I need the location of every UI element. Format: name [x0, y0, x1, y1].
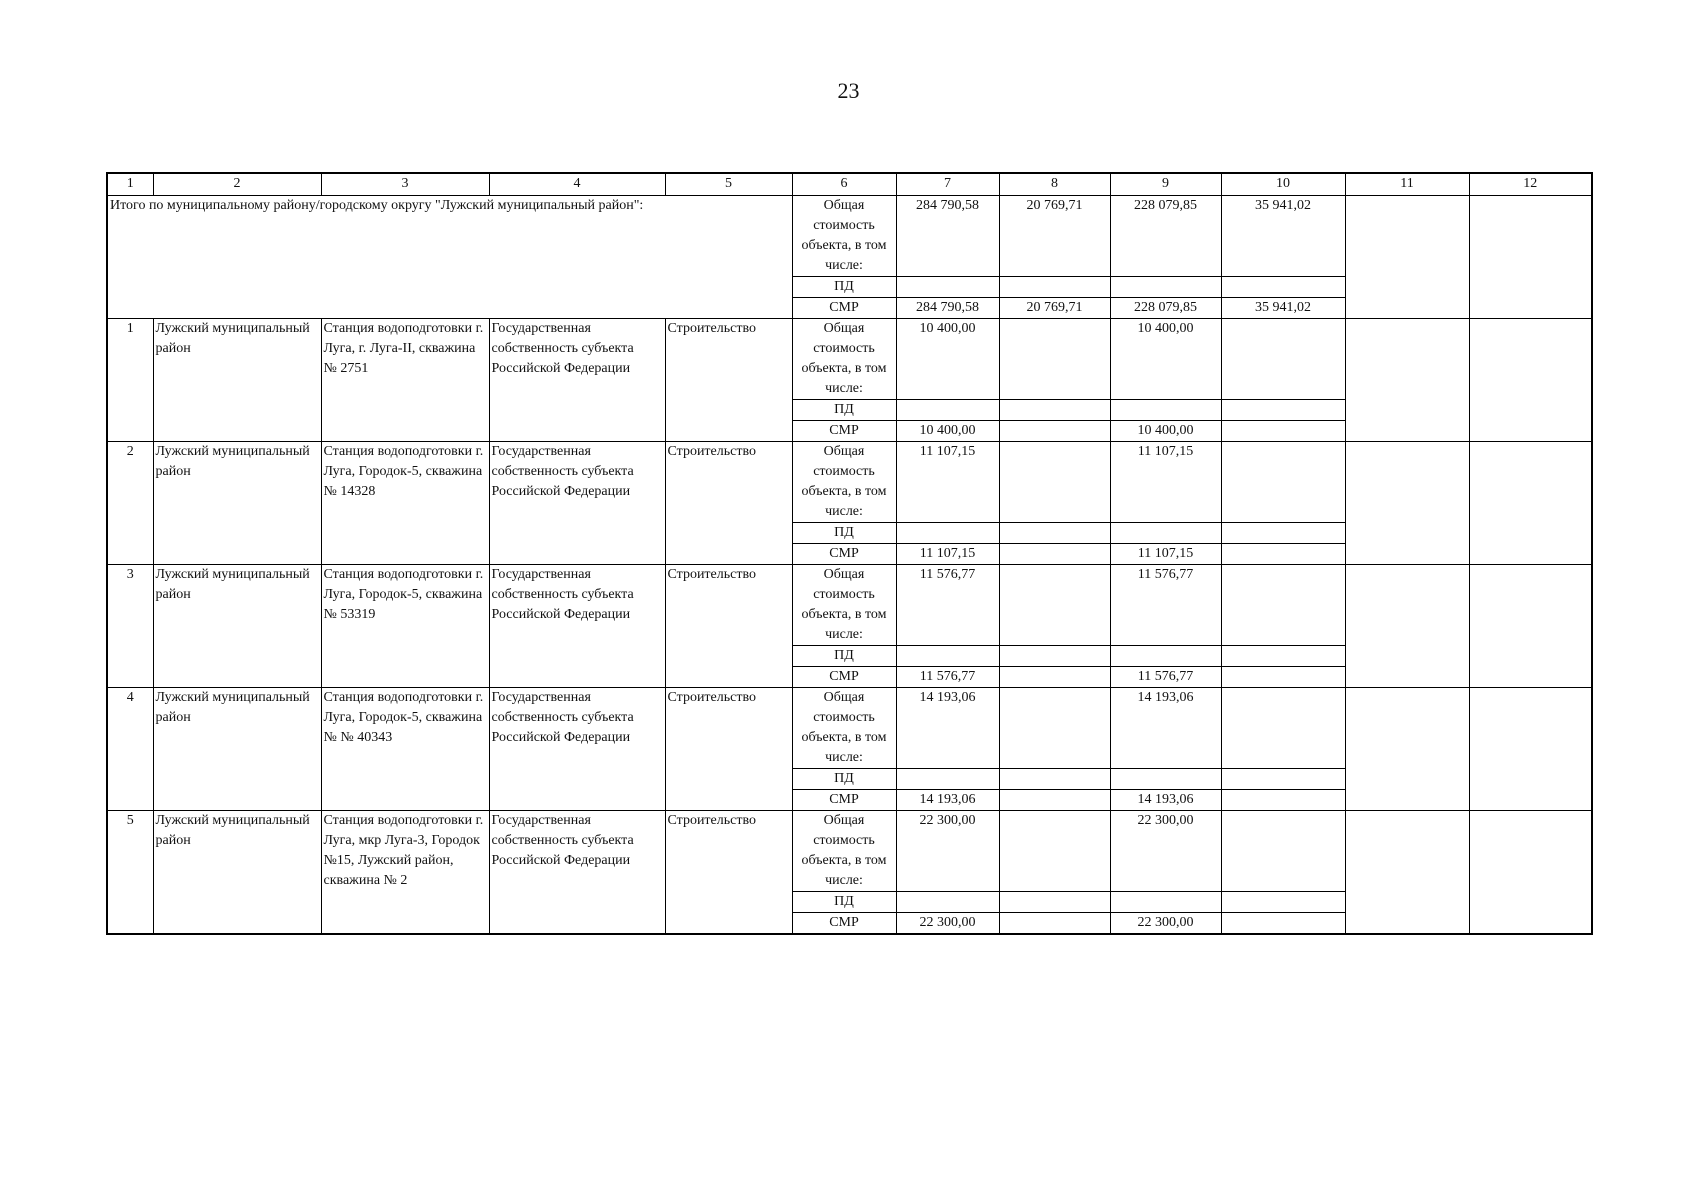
- cell-col11: [1345, 442, 1469, 565]
- cell-col10: [1221, 688, 1345, 769]
- object-row-general: [107, 688, 1592, 769]
- cell-col9: [1110, 769, 1221, 790]
- cost-type-total: Общая стоимость объекта, в том числе:: [792, 196, 896, 277]
- column-number-row: [107, 173, 1592, 196]
- work-type: Строительство: [665, 319, 792, 442]
- cell-col8: [999, 442, 1110, 523]
- cell-col9: [1110, 646, 1221, 667]
- row-number: 5: [107, 811, 153, 935]
- district-name: Лужский муниципальный район: [153, 442, 321, 565]
- cell-col8: [999, 544, 1110, 565]
- cell-col9: 228 079,85: [1110, 196, 1221, 277]
- work-type: Строительство: [665, 688, 792, 811]
- cell-col8: [999, 790, 1110, 811]
- col-number: 1: [107, 173, 153, 196]
- cell-col10: [1221, 646, 1345, 667]
- cell-col8: [999, 319, 1110, 400]
- cell-col9: 11 107,15: [1110, 442, 1221, 523]
- cell-col7: 22 300,00: [896, 811, 999, 892]
- ownership-form: Государственная собственность субъекта Российской Федерации: [489, 565, 665, 688]
- cost-type-pd: ПД: [792, 892, 896, 913]
- ownership-form: Государственная собственность субъекта Российской Федерации: [489, 811, 665, 935]
- ownership-form: Государственная собственность субъекта Российской Федерации: [489, 319, 665, 442]
- page-number: 23: [837, 78, 860, 103]
- cell-col7: 284 790,58: [896, 196, 999, 277]
- cell-col10: [1221, 565, 1345, 646]
- cell-col8: [999, 667, 1110, 688]
- col-number: 10: [1221, 173, 1345, 196]
- col-number: 6: [792, 173, 896, 196]
- cell-col12: [1469, 196, 1592, 319]
- cost-type-smr: СМР: [792, 544, 896, 565]
- cell-col7: 11 107,15: [896, 544, 999, 565]
- cell-col11: [1345, 319, 1469, 442]
- cell-col9: 11 107,15: [1110, 544, 1221, 565]
- cell-col12: [1469, 319, 1592, 442]
- cost-type-total: Общая стоимость объекта, в том числе:: [792, 319, 896, 400]
- cell-col10: [1221, 769, 1345, 790]
- cell-col7: 10 400,00: [896, 421, 999, 442]
- cell-col8: [999, 277, 1110, 298]
- ownership-form: Государственная собственность субъекта Российской Федерации: [489, 688, 665, 811]
- cell-col10: [1221, 400, 1345, 421]
- cell-col8: [999, 421, 1110, 442]
- cell-col9: [1110, 892, 1221, 913]
- cell-col7: [896, 892, 999, 913]
- cell-col9: 22 300,00: [1110, 811, 1221, 892]
- cell-col8: [999, 688, 1110, 769]
- cell-col10: [1221, 319, 1345, 400]
- cell-col8: [999, 769, 1110, 790]
- cost-type-smr: СМР: [792, 298, 896, 319]
- cell-col9: [1110, 523, 1221, 544]
- cell-col7: [896, 523, 999, 544]
- cell-col10: [1221, 892, 1345, 913]
- col-number: 3: [321, 173, 489, 196]
- col-number: 4: [489, 173, 665, 196]
- cell-col8: 20 769,71: [999, 196, 1110, 277]
- cell-col10: 35 941,02: [1221, 196, 1345, 277]
- col-number: 8: [999, 173, 1110, 196]
- cell-col9: 228 079,85: [1110, 298, 1221, 319]
- ownership-form: Государственная собственность субъекта Российской Федерации: [489, 442, 665, 565]
- cell-col9: 10 400,00: [1110, 319, 1221, 400]
- work-type: Строительство: [665, 442, 792, 565]
- cell-col7: 11 107,15: [896, 442, 999, 523]
- cell-col12: [1469, 442, 1592, 565]
- cell-col10: [1221, 421, 1345, 442]
- cost-type-smr: СМР: [792, 667, 896, 688]
- object-name: Станция водоподготовки г. Луга, г. Луга-II, скважина № 2751: [321, 319, 489, 442]
- cell-col7: [896, 646, 999, 667]
- cost-type-smr: СМР: [792, 913, 896, 935]
- cost-type-total: Общая стоимость объекта, в том числе:: [792, 811, 896, 892]
- col-number: 9: [1110, 173, 1221, 196]
- cell-col7: 22 300,00: [896, 913, 999, 935]
- cost-type-total: Общая стоимость объекта, в том числе:: [792, 565, 896, 646]
- cell-col10: [1221, 442, 1345, 523]
- cell-col8: [999, 913, 1110, 935]
- cell-col8: [999, 565, 1110, 646]
- district-name: Лужский муниципальный район: [153, 688, 321, 811]
- cost-type-smr: СМР: [792, 421, 896, 442]
- cell-col11: [1345, 565, 1469, 688]
- cell-col9: 22 300,00: [1110, 913, 1221, 935]
- cell-col7: 284 790,58: [896, 298, 999, 319]
- col-number: 7: [896, 173, 999, 196]
- cost-type-pd: ПД: [792, 646, 896, 667]
- cost-type-pd: ПД: [792, 277, 896, 298]
- cell-col7: [896, 400, 999, 421]
- object-row-general: [107, 811, 1592, 892]
- cell-col7: 11 576,77: [896, 565, 999, 646]
- cell-col11: [1345, 688, 1469, 811]
- work-type: Строительство: [665, 811, 792, 935]
- investment-table: [106, 172, 1593, 935]
- cell-col7: 11 576,77: [896, 667, 999, 688]
- cell-col7: 14 193,06: [896, 688, 999, 769]
- col-number: 2: [153, 173, 321, 196]
- cell-col10: 35 941,02: [1221, 298, 1345, 319]
- cell-col8: [999, 892, 1110, 913]
- cell-col7: [896, 277, 999, 298]
- row-number: 1: [107, 319, 153, 442]
- cost-type-pd: ПД: [792, 400, 896, 421]
- object-row-general: [107, 319, 1592, 400]
- cell-col10: [1221, 790, 1345, 811]
- row-number: 4: [107, 688, 153, 811]
- district-name: Лужский муниципальный район: [153, 565, 321, 688]
- cell-col10: [1221, 913, 1345, 935]
- row-number: 3: [107, 565, 153, 688]
- cell-col10: [1221, 667, 1345, 688]
- cell-col9: 14 193,06: [1110, 790, 1221, 811]
- object-row-general: [107, 442, 1592, 523]
- work-type: Строительство: [665, 565, 792, 688]
- object-row-general: [107, 565, 1592, 646]
- cell-col11: [1345, 811, 1469, 935]
- cell-col9: [1110, 400, 1221, 421]
- cell-col9: 14 193,06: [1110, 688, 1221, 769]
- cell-col10: [1221, 523, 1345, 544]
- col-number: 12: [1469, 173, 1592, 196]
- cell-col8: [999, 523, 1110, 544]
- object-name: Станция водоподготовки г. Луга, Городок-5, скважина № 53319: [321, 565, 489, 688]
- cell-col12: [1469, 688, 1592, 811]
- total-label: Итого по муниципальному району/городскому округу "Лужский муниципальный район":: [107, 196, 792, 319]
- cell-col8: [999, 400, 1110, 421]
- district-name: Лужский муниципальный район: [153, 319, 321, 442]
- cell-col7: 14 193,06: [896, 790, 999, 811]
- col-number: 5: [665, 173, 792, 196]
- cell-col9: 11 576,77: [1110, 667, 1221, 688]
- object-name: Станция водоподготовки г. Луга, мкр Луга-3, Городок №15, Лужский район, скважина № 2: [321, 811, 489, 935]
- cell-col8: 20 769,71: [999, 298, 1110, 319]
- cell-col8: [999, 811, 1110, 892]
- cell-col11: [1345, 196, 1469, 319]
- cell-col7: [896, 769, 999, 790]
- cost-type-pd: ПД: [792, 769, 896, 790]
- cell-col9: 11 576,77: [1110, 565, 1221, 646]
- cell-col9: 10 400,00: [1110, 421, 1221, 442]
- cell-col9: [1110, 277, 1221, 298]
- cell-col7: 10 400,00: [896, 319, 999, 400]
- object-name: Станция водоподготовки г. Луга, Городок-5, скважина № 14328: [321, 442, 489, 565]
- cell-col10: [1221, 811, 1345, 892]
- cell-col12: [1469, 811, 1592, 935]
- cell-col12: [1469, 565, 1592, 688]
- cost-type-pd: ПД: [792, 523, 896, 544]
- row-number: 2: [107, 442, 153, 565]
- district-name: Лужский муниципальный район: [153, 811, 321, 935]
- cell-col8: [999, 646, 1110, 667]
- cost-type-smr: СМР: [792, 790, 896, 811]
- total-row-general: [107, 196, 1592, 277]
- col-number: 11: [1345, 173, 1469, 196]
- object-name: Станция водоподготовки г. Луга, Городок-5, скважина № № 40343: [321, 688, 489, 811]
- cell-col10: [1221, 277, 1345, 298]
- cost-type-total: Общая стоимость объекта, в том числе:: [792, 688, 896, 769]
- cell-col10: [1221, 544, 1345, 565]
- cost-type-total: Общая стоимость объекта, в том числе:: [792, 442, 896, 523]
